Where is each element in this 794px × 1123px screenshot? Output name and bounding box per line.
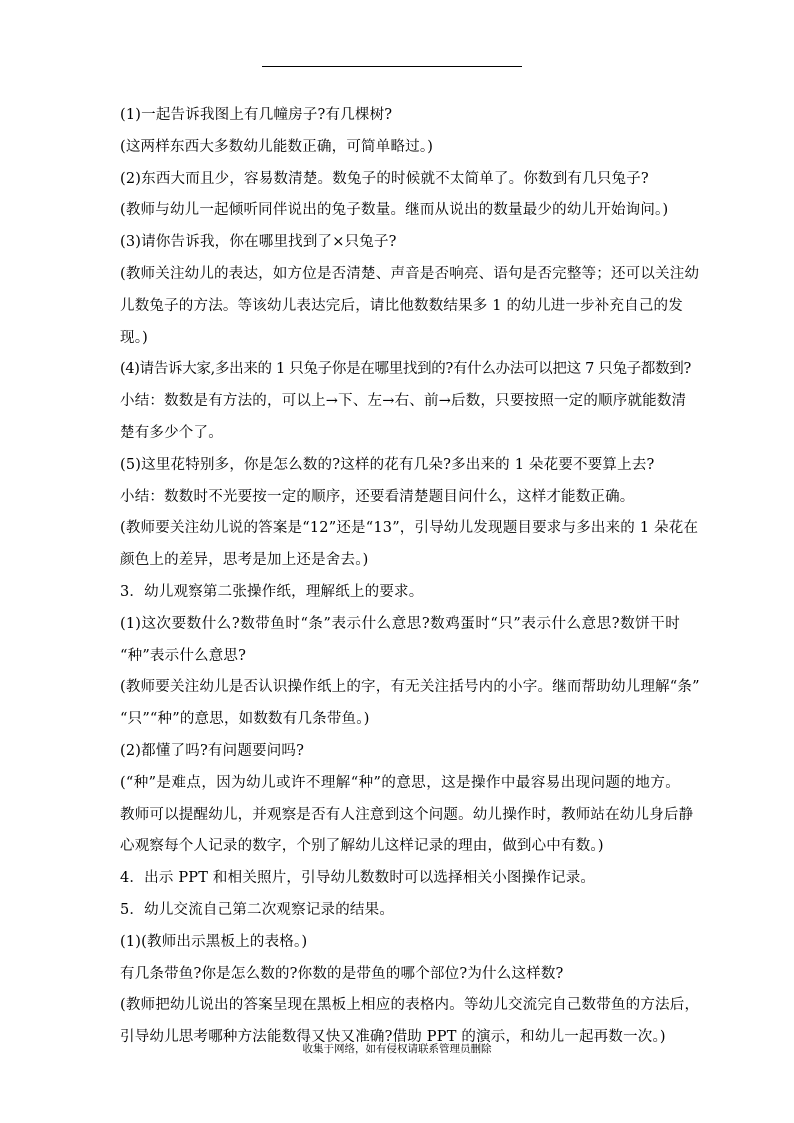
text-line: (2)东西大而且少，容易数清楚。数兔子的时候就不太简单了。你数到有几只兔子? [120, 170, 649, 187]
header-rule [262, 66, 522, 67]
text-line: (教师关注幼儿的表达，如方位是否清楚、声音是否响亮、语句是否完整等；还可以关注幼 [120, 265, 700, 282]
text-line: 有几条带鱼?你是怎么数的?你数的是带鱼的哪个部位?为什么这样数? [120, 965, 564, 982]
text-line: (教师要关注幼儿说的答案是“12”还是“13”，引导幼儿发现题目要求与多出来的 1 朵花在 [120, 520, 699, 537]
document-body [120, 100, 700, 1054]
text-line: 楚有多少个了。 [120, 424, 223, 441]
text-line: 5．幼儿交流自己第二次观察记录的结果。 [120, 901, 395, 918]
text-line: (教师把幼儿说出的答案呈现在黑板上相应的表格内。等幼儿交流完自己数带鱼的方法后， [120, 997, 700, 1014]
text-line: (3)请你告诉我，你在哪里找到了×只兔子? [120, 234, 397, 251]
text-line: (4)请告诉大家,多出来的 1 只兔子你是在哪里找到的?有什么办法可以把这 7 只兔子都数到? [120, 361, 691, 378]
text-line: 小结：数数是有方法的，可以上→下、左→右、前→后数，只要按照一定的顺序就能数清 [120, 393, 687, 410]
text-line: “只”“种”的意思，如数数有几条带鱼。) [120, 711, 370, 728]
text-line: 心观察每个人记录的数字，个别了解幼儿这样记录的理由，做到心中有数。) [120, 838, 604, 855]
text-line: 3．幼儿观察第二张操作纸，理解纸上的要求。 [120, 583, 424, 600]
text-line: “种”表示什么意思? [120, 647, 247, 664]
text-line: (1)一起告诉我图上有几幢房子?有几棵树? [120, 107, 393, 123]
text-line: (“种”是难点，因为幼儿或许不理解“种”的意思，这是操作中最容易出现问题的地方。 [120, 774, 680, 791]
text-line: (5)这里花特别多，你是怎么数的?这样的花有几朵?多出来的 1 朵花要不要算上去? [120, 456, 655, 473]
text-line: 引导幼儿思考哪种方法能数得又快又准确?借助 PPT 的演示，和幼儿一起再数一次。) [120, 1029, 666, 1046]
text-line: 儿数兔子的方法。等该幼儿表达完后，请比他数数结果多 1 的幼儿进一步补充自己的发 [120, 297, 683, 314]
text-line: (1)这次要数什么?数带鱼时“条”表示什么意思?数鸡蛋时“只”表示什么意思?数饼干时 [120, 615, 680, 632]
text-line: (教师与幼儿一起倾听同伴说出的兔子数量。继而从说出的数量最少的幼儿开始询问。) [120, 202, 669, 219]
text-line: 4．出示 PPT 和相关照片，引导幼儿数数时可以选择相关小图操作记录。 [120, 870, 596, 887]
page-footer: 收集于网络，如有侵权请联系管理员删除 [302, 1043, 492, 1055]
text-line: (教师要关注幼儿是否认识操作纸上的字，有无关注括号内的小字。继而帮助幼儿理解“条” [120, 679, 700, 696]
text-line: (1)(教师出示黑板上的表格。) [120, 933, 308, 950]
text-line: 颜色上的差异，思考是加上还是舍去。) [120, 552, 369, 569]
text-line: 教师可以提醒幼儿，并观察是否有人注意到这个问题。幼儿操作时，教师站在幼儿身后静 [120, 806, 694, 823]
text-line: (这两样东西大多数幼儿能数正确，可简单略过。) [120, 138, 434, 155]
text-line: 现。) [120, 329, 149, 346]
text-line: (2)都懂了吗?有问题要问吗? [120, 742, 305, 759]
text-line: 小结：数数时不光要按一定的顺序，还要看清楚题目问什么，这样才能数正确。 [120, 488, 635, 505]
